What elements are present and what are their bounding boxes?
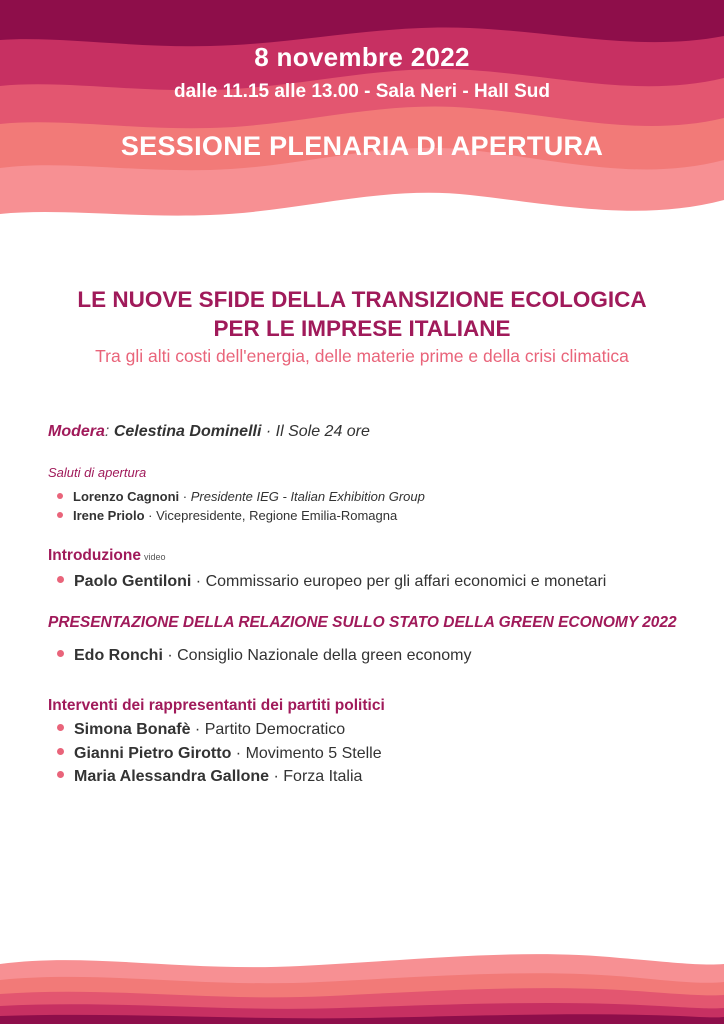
bullet-dot: [57, 771, 64, 778]
bullet-dot: [57, 724, 64, 731]
speaker-name: Lorenzo Cagnoni: [73, 489, 180, 504]
speaker-name: Paolo Gentiloni: [74, 573, 192, 590]
footer-wave-background: [0, 944, 724, 1024]
speaker-separator: ·: [179, 489, 191, 504]
moderator-separator: ·: [261, 423, 276, 440]
event-date: 8 novembre 2022: [254, 42, 470, 72]
speaker-role: Movimento 5 Stelle: [245, 745, 382, 762]
bullet-dot: [57, 650, 64, 657]
parties-item: [57, 745, 382, 763]
speaker-role: Forza Italia: [283, 768, 363, 785]
speaker-separator: ·: [269, 768, 284, 785]
greetings-heading: Saluti di apertura: [48, 465, 147, 480]
speaker-name: Gianni Pietro Girotto: [74, 745, 232, 762]
speaker-separator: ·: [162, 647, 178, 664]
parties-item: [57, 768, 362, 786]
speaker-role: Commissario europeo per gli affari economici e monetari: [205, 573, 607, 590]
speaker-role: Partito Democratico: [204, 721, 346, 738]
introduction-item: [57, 573, 606, 591]
speaker-role: Consiglio Nazionale della green economy: [177, 647, 472, 664]
introduction-heading-line: [48, 547, 166, 565]
speaker-name: Edo Ronchi: [74, 647, 163, 664]
moderator-name: Celestina Dominelli: [113, 423, 262, 440]
speaker-separator: ·: [191, 573, 206, 590]
event-time-location: dalle 11.15 alle 13.00 - Sala Neri - Hall Sud: [174, 81, 550, 102]
speaker-separator: ·: [190, 721, 205, 738]
presentation-heading: PRESENTAZIONE DELLA RELAZIONE SULLO STATO DELLA GREEN ECONOMY 2022: [48, 614, 677, 631]
presentation-item: [57, 647, 472, 665]
greetings-item: [57, 508, 397, 523]
speaker-name: Simona Bonafè: [74, 721, 191, 738]
moderator-colon: :: [104, 423, 110, 440]
speaker-role: Presidente IEG - Italian Exhibition Group: [190, 489, 425, 504]
speaker-role: Vicepresidente, Regione Emilia-Romagna: [156, 508, 398, 523]
speaker-separator: ·: [144, 508, 157, 523]
main-title-line-1: LE NUOVE SFIDE DELLA TRANSIZIONE ECOLOGICA: [77, 287, 647, 312]
greetings-item: [57, 489, 425, 504]
introduction-heading: Introduzione: [48, 547, 141, 564]
introduction-tag: video: [144, 552, 166, 562]
moderator-organization: Il Sole 24 ore: [275, 423, 370, 440]
parties-item: [57, 721, 345, 739]
bullet-dot: [57, 576, 64, 583]
parties-heading: Interventi dei rappresentanti dei partiti politici: [48, 697, 385, 714]
speaker-separator: ·: [231, 745, 246, 762]
bullet-dot: [57, 493, 63, 499]
main-title-line-2: PER LE IMPRESE ITALIANE: [213, 316, 511, 341]
session-title: SESSIONE PLENARIA DI APERTURA: [120, 131, 604, 161]
speaker-name: Irene Priolo: [73, 508, 145, 523]
moderator-line: [48, 423, 370, 441]
header-wave-background: [0, 0, 724, 230]
main-subtitle: Tra gli alti costi dell'energia, delle materie prime e della crisi climatica: [95, 346, 629, 366]
speaker-name: Maria Alessandra Gallone: [74, 768, 270, 785]
bullet-dot: [57, 512, 63, 518]
moderator-label: Modera: [48, 423, 105, 440]
bullet-dot: [57, 748, 64, 755]
